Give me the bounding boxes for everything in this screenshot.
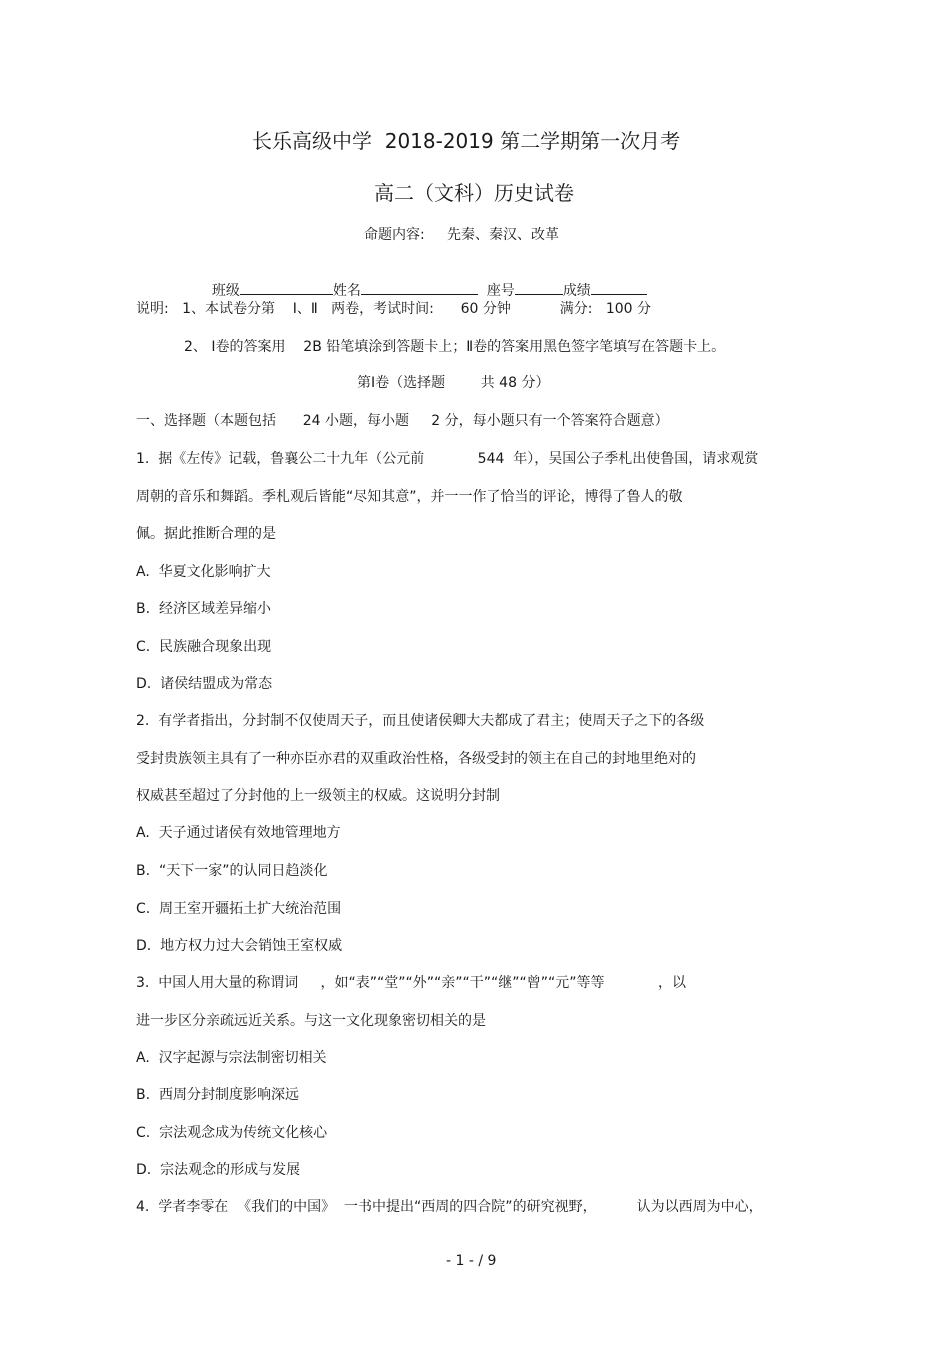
question-2-line-3: 权威甚至超过了分封他的上一级领主的权威。这说明分封制 [136, 788, 500, 804]
question-2-option-c[interactable]: C. 周王室开疆拓土扩大统治范围 [136, 901, 342, 917]
question-3-option-d[interactable]: D. 宗法观念的形成与发展 [136, 1162, 301, 1178]
name-label: 姓名 [332, 283, 361, 299]
question-1-line-2: 周朝的音乐和舞蹈。季札观后皆能“尽知其意”，并一一作了恰当的评论，博得了鲁人的敬 [136, 489, 683, 505]
section-instruction: 一、选择题（本题包括 24 小题，每小题 2 分，每小题只有一个答案符合题意） [136, 413, 669, 429]
question-2-option-b[interactable]: B. “天下一家”的认同日趋淡化 [136, 863, 328, 879]
seat-label: 座号 [486, 283, 515, 299]
question-1-option-b[interactable]: B. 经济区域差异缩小 [136, 601, 271, 617]
question-3-line-2: 进一步区分亲疏远近关系。与这一文化现象密切相关的是 [136, 1013, 486, 1029]
question-3-option-a[interactable]: A. 汉字起源与宗法制密切相关 [136, 1050, 327, 1066]
question-1-line-3: 佩。据此推断合理的是 [136, 526, 276, 542]
question-3-option-c[interactable]: C. 宗法观念成为传统文化核心 [136, 1125, 328, 1141]
question-1-option-a[interactable]: A. 华夏文化影响扩大 [136, 564, 271, 580]
seat-field[interactable] [515, 280, 563, 295]
question-1-option-c[interactable]: C. 民族融合现象出现 [136, 639, 272, 655]
section-heading: 第Ⅰ卷（选择题 共 48 分） [357, 375, 550, 391]
question-2-option-a[interactable]: A. 天子通过诸侯有效地管理地方 [136, 825, 341, 841]
question-3-line-1: 3. 中国人用大量的称谓词 ，如“表”“堂”“外”“亲”“干”“继”“曾”“元”等等 ，以 [136, 975, 686, 991]
name-field[interactable] [361, 280, 478, 295]
question-1-line-1: 1. 据《左传》记载，鲁襄公二十九年（公元前 544 年），吴国公子季札出使鲁国，请求观赏 [136, 451, 759, 467]
question-2-option-d[interactable]: D. 地方权力过大会销蚀王室权威 [136, 938, 343, 954]
page-number: - 1 - / 9 [446, 1253, 497, 1269]
note-line-1: 说明: 1、本试卷分第 Ⅰ、Ⅱ 两卷，考试时间: 60 分钟 满分: 100 分 [136, 301, 652, 317]
class-label: 班级 [211, 283, 240, 299]
exam-subtitle: 高二（文科）历史试卷 [374, 181, 574, 205]
question-4-line-1: 4. 学者李零在 《我们的中国》 一书中提出“西周的四合院”的研究视野， 认为以西周为中心， [136, 1199, 763, 1215]
exam-title: 长乐高级中学 2018-2019 第二学期第一次月考 [252, 129, 681, 153]
class-field[interactable] [240, 280, 333, 295]
score-label: 成绩 [562, 283, 591, 299]
question-3-option-b[interactable]: B. 西周分封制度影响深远 [136, 1087, 299, 1103]
question-1-option-d[interactable]: D. 诸侯结盟成为常态 [136, 676, 273, 692]
score-field[interactable] [591, 280, 647, 295]
question-2-line-1: 2. 有学者指出，分封制不仅使周天子，而且使诸侯卿大夫都成了君主；使周天子之下的各级 [136, 713, 705, 729]
exam-scope: 命题内容: 先秦、秦汉、改革 [364, 227, 559, 243]
question-2-line-2: 受封贵族领主具有了一种亦臣亦君的双重政治性格，各级受封的领主在自己的封地里绝对的 [136, 751, 696, 767]
note-line-2: 2、 Ⅰ卷的答案用 2B 铅笔填涂到答题卡上；Ⅱ卷的答案用黑色签字笔填写在答题卡上。 [184, 339, 726, 355]
student-info-row [203, 262, 647, 300]
